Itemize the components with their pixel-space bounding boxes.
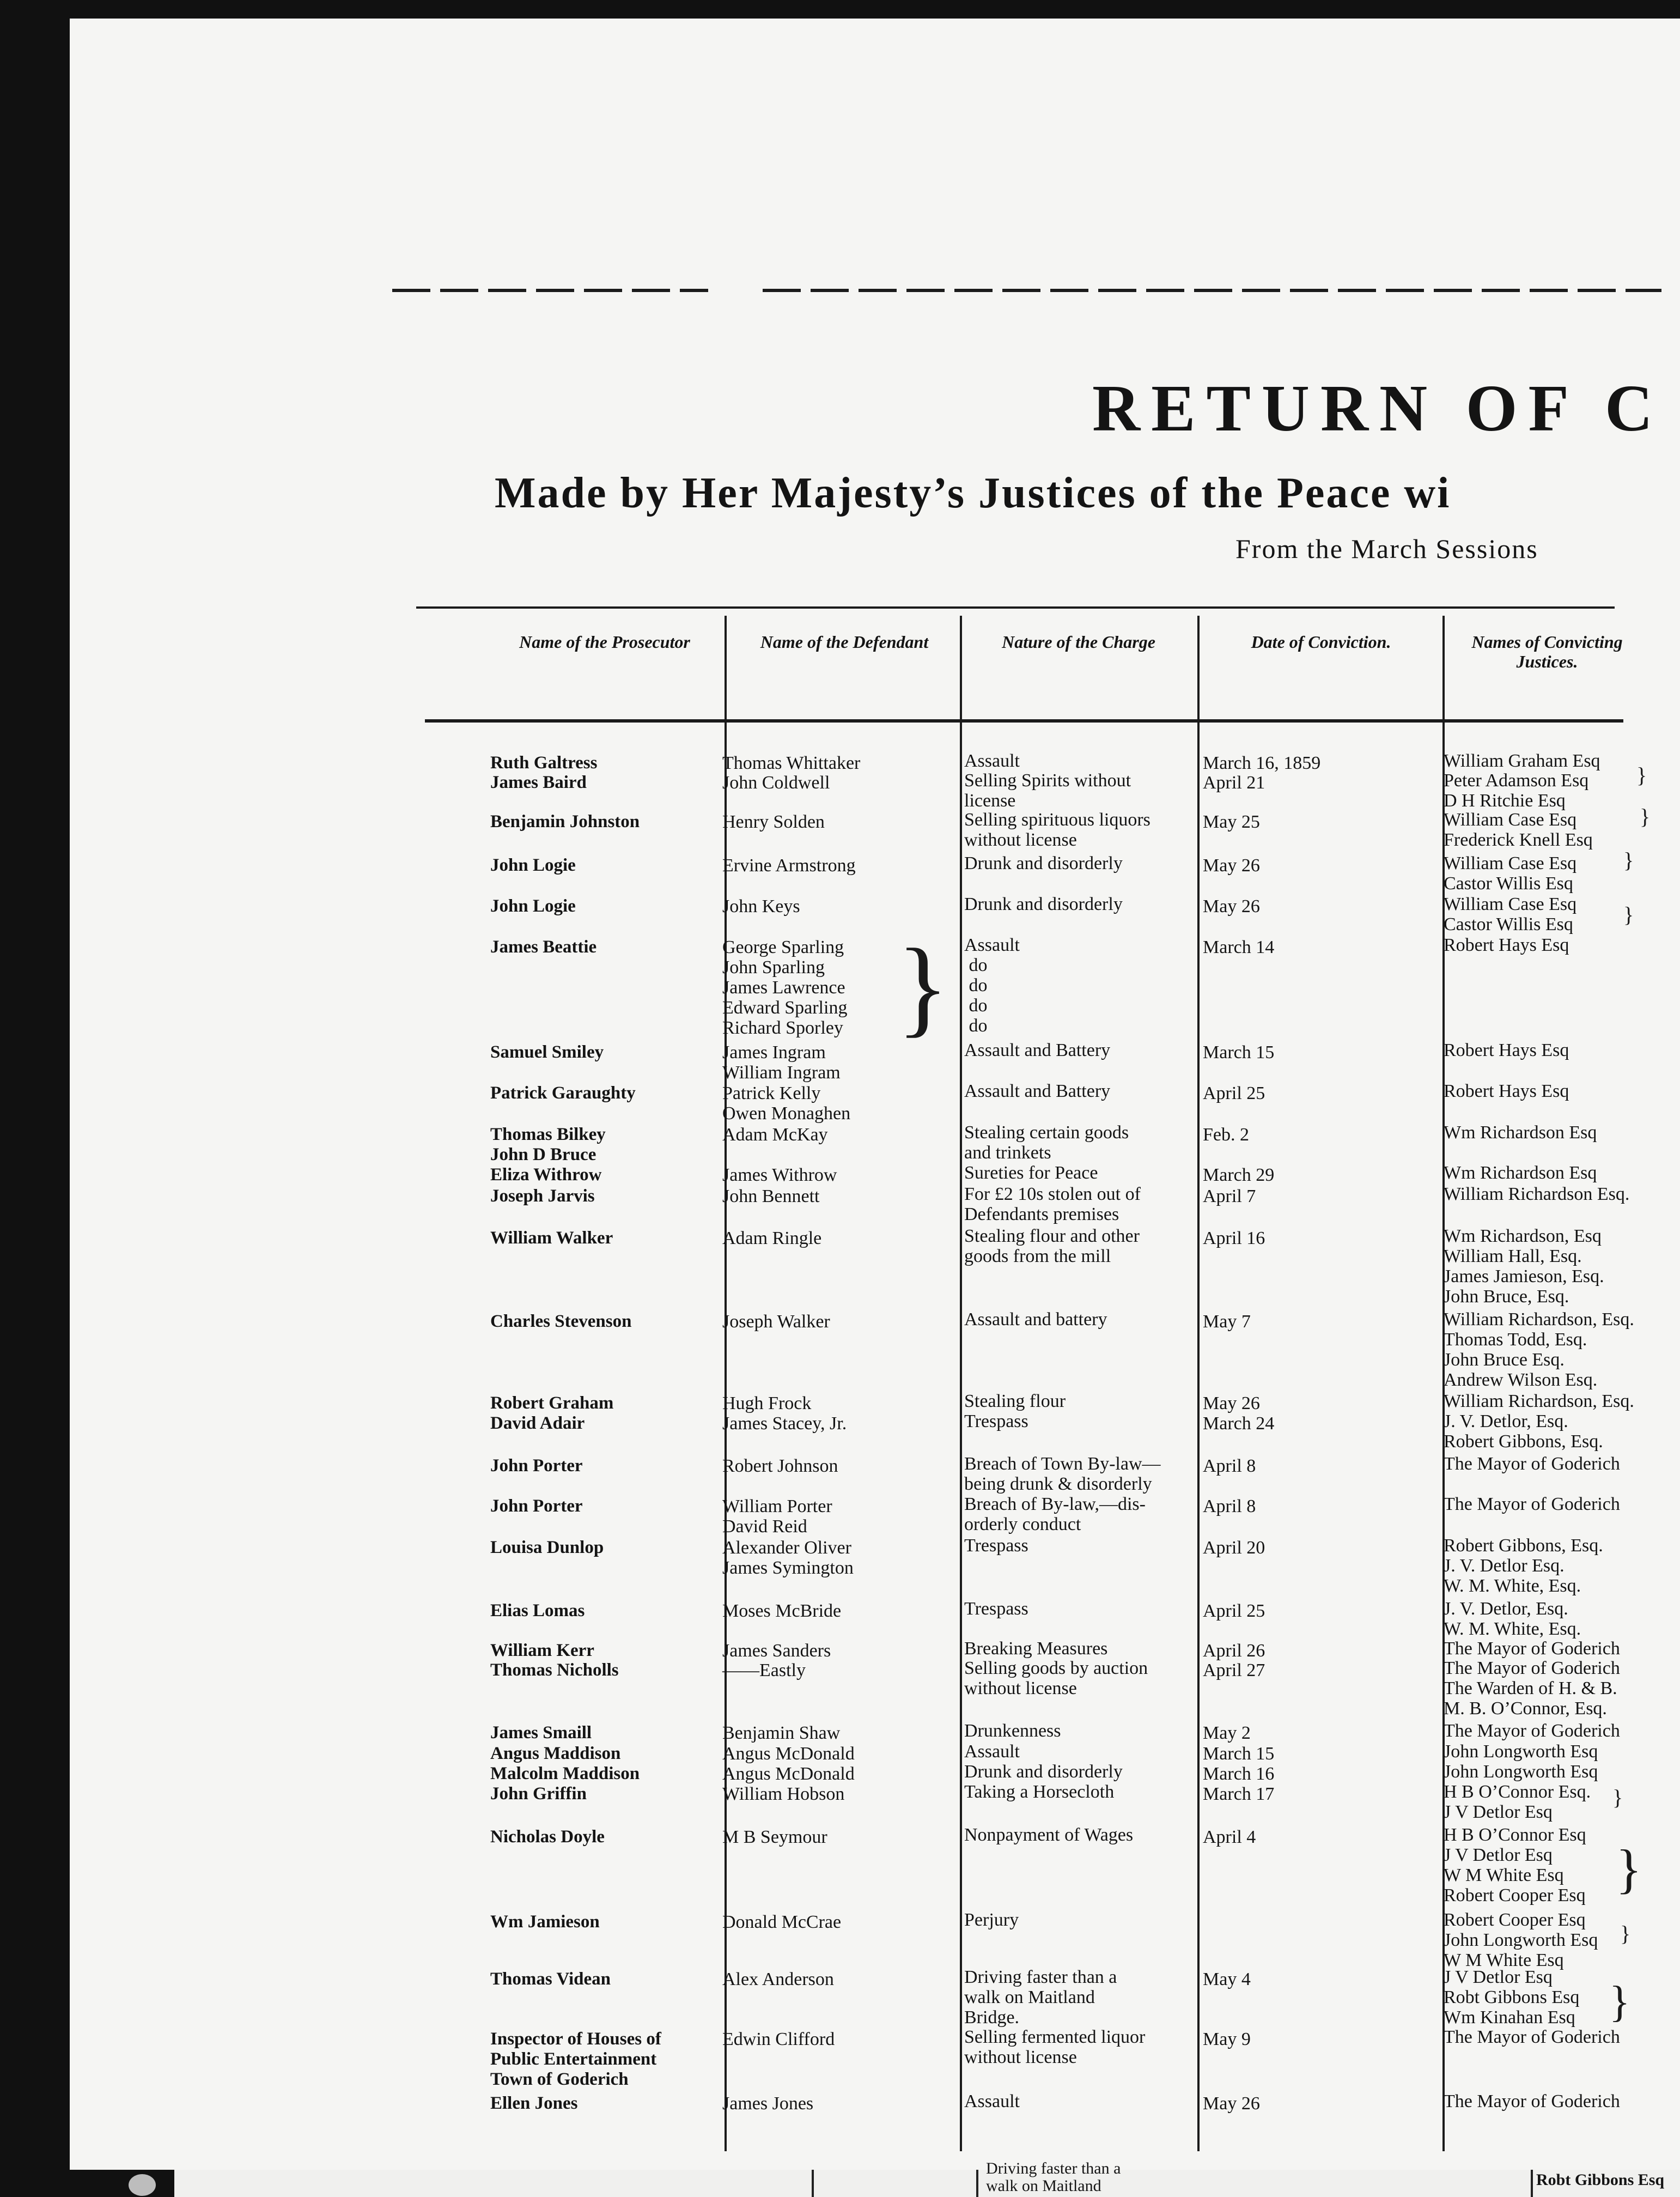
justices-cell: William Case Esq Castor Willis Esq	[1444, 894, 1577, 934]
date-cell: March 17	[1203, 1784, 1275, 1804]
prosecutor-cell: William Walker	[490, 1228, 613, 1248]
brace: }	[1616, 1838, 1642, 1899]
defendant-cell: Edwin Clifford	[722, 2029, 835, 2049]
column-header-date: Date of Conviction.	[1251, 632, 1391, 652]
date-cell: May 4	[1203, 1969, 1251, 1989]
defendant-cell: John Bennett	[722, 1186, 820, 1206]
justices-cell: The Mayor of Goderich	[1444, 2091, 1620, 2111]
defendant-cell: Robert Johnson	[722, 1456, 838, 1476]
strip-charge: Driving faster than a walk on Maitland	[986, 2159, 1121, 2195]
defendant-cell: Benjamin Shaw	[722, 1723, 841, 1743]
prosecutor-cell: Wm Jamieson	[490, 1912, 600, 1932]
column-header-justices: Names of Convicting Justices.	[1471, 632, 1623, 671]
date-cell: March 15	[1203, 1042, 1275, 1063]
brace: }	[1623, 848, 1634, 872]
charge-cell: Assault do do do do	[964, 935, 1020, 1036]
defendant-cell: Hugh Frock	[722, 1393, 812, 1413]
justices-cell: William Richardson Esq.	[1444, 1184, 1630, 1204]
defendant-cell: James Sanders	[722, 1641, 831, 1661]
charge-cell: Selling fermented liquor without license	[964, 2027, 1146, 2067]
justices-cell: Robert Hays Esq	[1444, 1040, 1569, 1060]
justices-cell: Robert Gibbons, Esq. J. V. Detlor Esq. W. M. White, Esq.	[1444, 1536, 1603, 1596]
defendant-cell: James Stacey, Jr.	[722, 1413, 847, 1434]
column-divider	[960, 616, 962, 2151]
date-cell: May 26	[1203, 2093, 1260, 2114]
date-cell: April 8	[1203, 1456, 1256, 1476]
defendant-cell: Adam McKay	[722, 1125, 828, 1145]
defendant-cell: Alex Anderson	[722, 1969, 834, 1989]
defendant-cell: M B Seymour	[722, 1827, 827, 1847]
prosecutor-cell: Patrick Garaughty	[490, 1083, 636, 1103]
charge-cell: Breach of Town By-law— being drunk & disorderly	[964, 1454, 1161, 1494]
charge-cell: Drunkenness	[964, 1721, 1061, 1741]
defendant-cell: John Keys	[722, 896, 800, 917]
prosecutor-cell: David Adair	[490, 1413, 585, 1433]
charge-cell: Nonpayment of Wages	[964, 1825, 1134, 1845]
prosecutor-cell: John Logie	[490, 896, 576, 916]
prosecutor-cell: Thomas Nicholls	[490, 1660, 619, 1680]
charge-cell: Assault and Battery	[964, 1040, 1111, 1060]
column-divider	[1197, 616, 1200, 2151]
date-cell: March 16	[1203, 1764, 1275, 1784]
justices-cell: J. V. Detlor, Esq. Robert Gibbons, Esq.	[1444, 1411, 1603, 1452]
charge-cell: Assault	[964, 1741, 1020, 1762]
date-cell: May 26	[1203, 896, 1260, 917]
prosecutor-cell: John Griffin	[490, 1784, 587, 1804]
date-cell: April 26	[1203, 1641, 1265, 1661]
prosecutor-cell: Malcolm Maddison	[490, 1764, 640, 1783]
charge-cell: Perjury	[964, 1910, 1019, 1930]
prosecutor-cell: Ellen Jones	[490, 2093, 578, 2113]
justices-cell: H B O’Connor Esq. J V Detlor Esq	[1444, 1782, 1591, 1822]
column-header-charge: Nature of the Charge	[1002, 632, 1155, 652]
prosecutor-cell: Inspector of Houses of Public Entertainment Town of Goderich	[490, 2029, 661, 2089]
page-blot	[129, 2174, 156, 2196]
charge-cell: Assault and Battery	[964, 1081, 1111, 1101]
defendant-cell: Thomas Whittaker	[722, 753, 861, 773]
brace: }	[1612, 1785, 1623, 1810]
prosecutor-cell: Elias Lomas	[490, 1601, 585, 1621]
justices-cell: J V Detlor Esq Robt Gibbons Esq Wm Kinahan Esq	[1444, 1967, 1580, 2028]
strip-divider	[1531, 2170, 1533, 2197]
defendant-cell: William Porter David Reid	[722, 1496, 832, 1537]
justices-cell: The Mayor of Goderich	[1444, 1721, 1620, 1741]
justices-cell: William Graham Esq	[1444, 751, 1600, 771]
prosecutor-cell: Charles Stevenson	[490, 1312, 632, 1331]
strip-justices: Robt Gibbons Esq	[1536, 2171, 1665, 2189]
charge-cell: Stealing flour and other goods from the mill	[964, 1226, 1140, 1266]
defendant-cell: Adam Ringle	[722, 1228, 822, 1248]
bottom-strip	[174, 2159, 1680, 2197]
defendant-cell: Joseph Walker	[722, 1312, 830, 1332]
date-cell: May 2	[1203, 1723, 1251, 1743]
defendant-cell: Ervine Armstrong	[722, 855, 856, 876]
defendant-cell: Angus McDonald	[722, 1764, 855, 1784]
brace: }	[1623, 902, 1634, 927]
prosecutor-cell: Angus Maddison	[490, 1744, 621, 1763]
date-cell: May 9	[1203, 2029, 1251, 2049]
defendant-cell: James Withrow	[722, 1165, 837, 1185]
prosecutor-cell: Joseph Jarvis	[490, 1186, 595, 1206]
prosecutor-cell: John Porter	[490, 1496, 583, 1516]
brace: }	[1620, 1921, 1631, 1946]
top-dashed-rule-left	[392, 289, 708, 292]
justices-cell: Wm Richardson Esq	[1444, 1163, 1597, 1183]
justices-cell: The Mayor of Goderich	[1444, 2027, 1620, 2047]
defendant-cell: George Sparling John Sparling James Lawrence Edward Sparling Richard Sporley	[722, 937, 848, 1038]
date-cell: May 25	[1203, 812, 1260, 832]
prosecutor-cell: John Logie	[490, 855, 576, 875]
defendant-cell: Angus McDonald	[722, 1744, 855, 1764]
prosecutor-cell: Robert Graham	[490, 1393, 614, 1413]
justices-cell: J. V. Detlor, Esq. W. M. White, Esq.	[1444, 1599, 1581, 1639]
column-header-prosecutor: Name of the Prosecutor	[519, 632, 690, 652]
justices-cell: Robert Hays Esq	[1444, 935, 1569, 955]
justices-cell: Robert Hays Esq	[1444, 1081, 1569, 1101]
document-sheet	[70, 19, 1680, 2170]
defendant-cell: Donald McCrae	[722, 1912, 842, 1932]
justices-cell: John Longworth Esq	[1444, 1741, 1598, 1762]
table-top-rule	[416, 606, 1615, 609]
date-cell: April 25	[1203, 1601, 1265, 1621]
justices-cell: Wm Richardson, Esq William Hall, Esq. James Jamieson, Esq. John Bruce, Esq.	[1444, 1226, 1604, 1307]
prosecutor-cell: Louisa Dunlop	[490, 1538, 604, 1557]
strip-divider	[976, 2170, 978, 2197]
charge-cell: Sureties for Peace	[964, 1163, 1098, 1183]
brace: }	[1636, 763, 1647, 787]
justices-cell: The Mayor of Goderich The Warden of H. & B. M. B. O’Connor, Esq.	[1444, 1658, 1620, 1719]
prosecutor-cell: John D Bruce	[490, 1145, 596, 1164]
charge-cell: Breach of By-law,—dis- orderly conduct	[964, 1494, 1146, 1534]
charge-cell: Stealing certain goods and trinkets	[964, 1122, 1129, 1163]
strip-divider	[812, 2170, 814, 2197]
justices-cell: H B O’Connor Esq J V Detlor Esq W M White Esq Robert Cooper Esq	[1444, 1825, 1586, 1905]
date-cell: March 24	[1203, 1413, 1275, 1434]
charge-cell: Taking a Horsecloth	[964, 1782, 1115, 1802]
charge-cell: Trespass	[964, 1411, 1028, 1431]
charge-cell: Breaking Measures	[964, 1638, 1108, 1659]
prosecutor-cell: Benjamin Johnston	[490, 812, 640, 832]
justices-cell: John Longworth Esq	[1444, 1762, 1598, 1782]
prosecutor-cell: Samuel Smiley	[490, 1042, 604, 1062]
charge-cell: Selling goods by auction without license	[964, 1658, 1148, 1698]
date-cell: April 25	[1203, 1083, 1265, 1103]
defendant-cell: ——Eastly	[722, 1660, 806, 1680]
document-title: RETURN OF C	[1092, 372, 1664, 445]
charge-cell: Trespass	[964, 1536, 1028, 1556]
justices-cell: The Mayor of Goderich	[1444, 1494, 1620, 1514]
document-period: From the March Sessions	[1235, 533, 1538, 564]
brace: }	[897, 927, 949, 1047]
date-cell: May 26	[1203, 855, 1260, 876]
charge-cell: Assault and battery	[964, 1309, 1107, 1330]
date-cell: March 16, 1859	[1203, 753, 1321, 773]
date-cell: March 14	[1203, 937, 1275, 957]
charge-cell: Trespass	[964, 1599, 1028, 1619]
date-cell: April 4	[1203, 1827, 1256, 1847]
charge-cell: Assault	[964, 2091, 1020, 2111]
date-cell: April 7	[1203, 1186, 1256, 1206]
charge-cell: Selling spirituous liquors without license	[964, 810, 1151, 850]
defendant-cell: James Jones	[722, 2093, 814, 2114]
defendant-cell: Moses McBride	[722, 1601, 842, 1621]
charge-cell: Drunk and disorderly	[964, 1762, 1123, 1782]
prosecutor-cell: James Beattie	[490, 937, 597, 957]
defendant-cell: Patrick Kelly Owen Monaghen	[722, 1083, 851, 1124]
document-subtitle: Made by Her Majesty’s Justices of the Peace wi	[495, 469, 1451, 517]
prosecutor-cell: William Kerr	[490, 1641, 594, 1660]
charge-cell: Selling Spirits without license	[964, 770, 1131, 811]
date-cell: April 8	[1203, 1496, 1256, 1516]
justices-cell: William Case Esq Castor Willis Esq	[1444, 853, 1577, 894]
justices-cell: The Mayor of Goderich	[1444, 1638, 1620, 1659]
prosecutor-cell: James Baird	[490, 773, 587, 792]
prosecutor-cell: Thomas Videan	[490, 1969, 611, 1989]
charge-cell: Assault	[964, 751, 1020, 771]
defendant-cell: William Hobson	[722, 1784, 845, 1804]
date-cell: April 16	[1203, 1228, 1265, 1248]
brace: }	[1609, 1978, 1630, 2026]
date-cell: Feb. 2	[1203, 1125, 1249, 1145]
defendant-cell: Henry Solden	[722, 812, 825, 832]
date-cell: April 20	[1203, 1538, 1265, 1558]
justices-cell: William Richardson, Esq.	[1444, 1391, 1634, 1411]
prosecutor-cell: Eliza Withrow	[490, 1165, 602, 1185]
defendant-cell: Alexander Oliver James Symington	[722, 1538, 854, 1578]
brace: }	[1640, 804, 1651, 829]
date-cell: May 7	[1203, 1312, 1251, 1332]
date-cell: May 26	[1203, 1393, 1260, 1413]
prosecutor-cell: Nicholas Doyle	[490, 1827, 605, 1847]
date-cell: March 29	[1203, 1165, 1275, 1185]
top-dashed-rule-right	[763, 289, 1661, 292]
prosecutor-cell: Thomas Bilkey	[490, 1125, 606, 1144]
charge-cell: For £2 10s stolen out of Defendants premises	[964, 1184, 1141, 1224]
prosecutor-cell: James Smaill	[490, 1723, 592, 1743]
charge-cell: Stealing flour	[964, 1391, 1066, 1411]
charge-cell: Driving faster than a walk on Maitland Bridge.	[964, 1967, 1117, 2028]
justices-cell: William Richardson, Esq. Thomas Todd, Esq. John Bruce Esq. Andrew Wilson Esq.	[1444, 1309, 1634, 1390]
date-cell: April 21	[1203, 773, 1265, 793]
date-cell: March 15	[1203, 1744, 1275, 1764]
defendant-cell: John Coldwell	[722, 773, 830, 793]
date-cell: April 27	[1203, 1660, 1265, 1680]
prosecutor-cell: John Porter	[490, 1456, 583, 1476]
prosecutor-cell: Ruth Galtress	[490, 753, 598, 773]
justices-cell: Robert Cooper Esq John Longworth Esq W M White Esq	[1444, 1910, 1598, 1970]
justices-cell: The Mayor of Goderich	[1444, 1454, 1620, 1474]
justices-cell: William Case Esq Frederick Knell Esq	[1444, 810, 1593, 850]
justices-cell: Peter Adamson Esq D H Ritchie Esq	[1444, 770, 1589, 811]
column-header-defendant: Name of the Defendant	[760, 632, 929, 652]
charge-cell: Drunk and disorderly	[964, 894, 1123, 914]
justices-cell: Wm Richardson Esq	[1444, 1122, 1597, 1143]
defendant-cell: James Ingram William Ingram	[722, 1042, 841, 1083]
charge-cell: Drunk and disorderly	[964, 853, 1123, 873]
